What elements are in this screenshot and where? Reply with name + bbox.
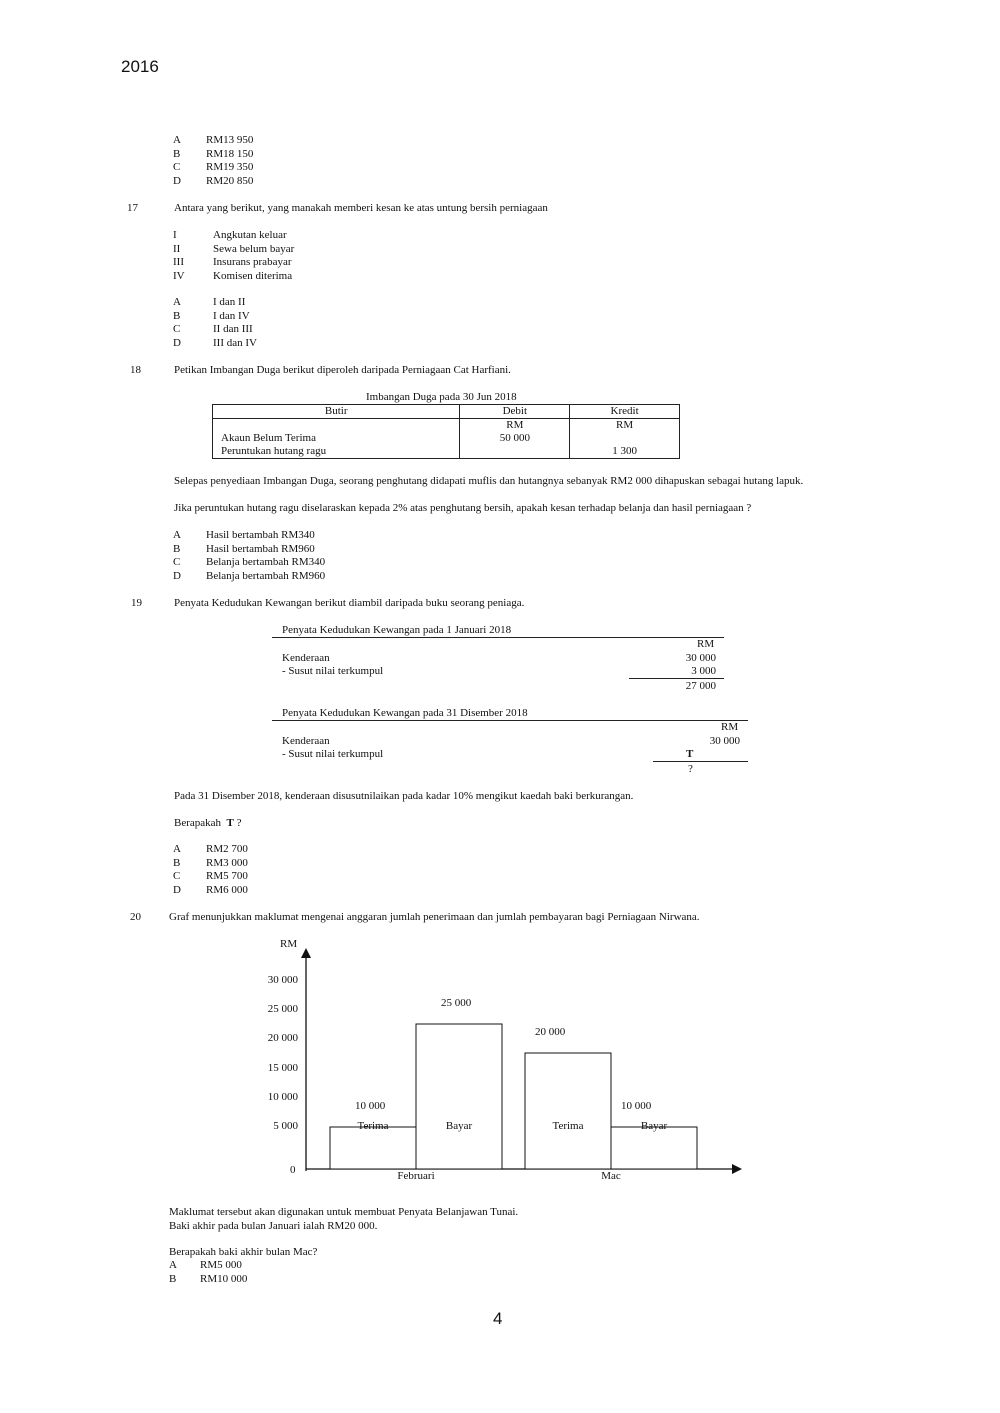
bar-value-label: 10 000 — [355, 1100, 386, 1112]
y-tick-label: 10 000 — [267, 1091, 298, 1103]
bar-februari-terima — [330, 1127, 416, 1169]
bar-mac-terima — [525, 1053, 611, 1169]
stmt1-title: Penyata Kedudukan Kewangan pada 1 Januari 2018 — [282, 624, 512, 636]
q17-option-c[interactable]: C II dan III — [173, 323, 253, 335]
stmt1-unit: RM — [697, 638, 715, 650]
q18-paragraph-1: Selepas penyediaan Imbangan Duga, seorang penghutang didapati muflis dan hutangnya sebanyak RM2 000 dihapuskan sebagai hutang lapuk. — [174, 475, 804, 487]
q18-option-b[interactable]: B Hasil bertambah RM960 — [173, 542, 315, 555]
q17-text: Antara yang berikut, yang manakah memberi kesan ke atas untung bersih perniagaan — [174, 202, 548, 214]
stmt2-unit: RM — [721, 721, 739, 733]
x-category-label: Februari — [397, 1170, 435, 1182]
q18-paragraph-2: Jika peruntukan hutang ragu diselaraskan kepada 2% atas penghutang bersih, apakah kesan terhadap belanja dan hasil perniagaan ? — [174, 502, 752, 514]
stmt2-total: ? — [688, 763, 693, 775]
q20-text: Graf menunjukkan maklumat mengenai anggaran jumlah penerimaan dan jumlah pembayaran bagi Perniagaan Nirwana. — [169, 911, 700, 923]
y-tick-label: 20 000 — [267, 1032, 298, 1044]
bar-value-label: 20 000 — [535, 1026, 566, 1038]
header-kredit: Kredit — [570, 405, 680, 419]
q20-options — [169, 1259, 247, 1286]
y-tick-label: 15 000 — [267, 1062, 298, 1074]
header-butir: Butir — [213, 405, 460, 419]
q16-option-d[interactable]: D RM20 850 — [173, 174, 254, 187]
q17-number: 17 — [127, 202, 138, 214]
q17-option-a[interactable]: A I dan II — [173, 296, 246, 308]
q18-number: 18 — [130, 364, 141, 376]
q17-statement-3: III Insurans prabayar — [173, 256, 292, 268]
q20-number: 20 — [130, 911, 141, 923]
bar-februari-bayar — [416, 1024, 502, 1169]
q19-number: 19 — [131, 597, 142, 609]
stmt1-value-kenderaan: 30 000 — [685, 652, 716, 664]
bar-series-label: Terima — [552, 1120, 584, 1132]
q18-table-title: Imbangan Duga pada 30 Jun 2018 — [366, 391, 517, 403]
q18-option-c[interactable]: C Belanja bertambah RM340 — [173, 556, 326, 568]
q17-option-d[interactable]: D III dan IV — [173, 336, 257, 349]
y-tick-label: 25 000 — [267, 1003, 298, 1015]
q19-question-suffix: ? — [236, 817, 242, 829]
y-tick-label: 0 — [290, 1164, 296, 1176]
bar-series-label: Terima — [357, 1120, 389, 1132]
q17-statement-1: I Angkutan keluar — [173, 229, 287, 241]
bar-value-label: 25 000 — [441, 997, 472, 1009]
y-axis-label: RM — [280, 938, 298, 950]
stmt1-value-susut: 3 000 — [691, 665, 716, 677]
table-cell: 50 000 — [460, 432, 570, 445]
header-debit: Debit — [460, 405, 570, 419]
q19-option-d[interactable]: D RM6 000 — [173, 883, 248, 896]
page-number: 4 — [493, 1309, 503, 1328]
q16-option-c[interactable]: C RM19 350 — [173, 161, 254, 173]
q17-statement-2: II Sewa belum bayar — [173, 242, 295, 255]
q16-option-a[interactable]: A RM13 950 — [173, 134, 254, 146]
q19-paragraph-1: Pada 31 Disember 2018, kenderaan disusutnilaikan pada kadar 10% mengikut kaedah baki berkurangan. — [174, 790, 634, 802]
table-cell: Peruntukan hutang ragu — [213, 445, 460, 459]
x-category-label: Mac — [601, 1170, 621, 1182]
q18-option-d[interactable]: D Belanja bertambah RM960 — [173, 569, 326, 582]
table-cell: Akaun Belum Terima — [213, 432, 460, 445]
q20-question: Berapakah baki akhir bulan Mac? — [169, 1246, 318, 1258]
stmt2-value-t: T — [686, 748, 694, 760]
q19-question-t: T — [226, 817, 234, 829]
y-tick-label: 30 000 — [267, 974, 298, 986]
q17-option-b[interactable]: B I dan IV — [173, 309, 250, 322]
q16-option-b[interactable]: B RM18 150 — [173, 147, 254, 160]
stmt1-total: 27 000 — [685, 680, 716, 692]
bar-series-label: Bayar — [640, 1120, 668, 1132]
y-tick-label: 5 000 — [273, 1120, 298, 1132]
q19-option-a[interactable]: A RM2 700 — [173, 843, 248, 855]
q19-option-b[interactable]: B RM3 000 — [173, 856, 248, 869]
bar-value-label: 10 000 — [621, 1100, 652, 1112]
q20-paragraph-2: Baki akhir pada bulan Januari ialah RM20 000. — [169, 1220, 378, 1232]
bar-series-label: Bayar — [445, 1120, 473, 1132]
q19-option-c[interactable]: C RM5 700 — [173, 870, 248, 882]
unit-debit: RM — [460, 419, 570, 433]
q20-option-b[interactable]: B RM10 000 — [169, 1272, 248, 1285]
unit-kredit: RM — [570, 419, 680, 433]
page-year: 2016 — [121, 57, 159, 76]
stmt2-item-susut: - Susut nilai terkumpul — [282, 748, 384, 760]
stmt2-value-kenderaan: 30 000 — [709, 735, 740, 747]
q20-paragraph-1: Maklumat tersebut akan digunakan untuk membuat Penyata Belanjawan Tunai. — [169, 1206, 519, 1218]
stmt2-item-kenderaan: Kenderaan — [282, 735, 330, 747]
q17-statement-4: IV Komisen diterima — [173, 269, 293, 282]
q20-option-a[interactable]: A RM5 000 — [169, 1259, 242, 1271]
q19-question-prefix: Berapakah — [174, 817, 222, 829]
stmt2-title: Penyata Kedudukan Kewangan pada 31 Disember 2018 — [282, 707, 528, 719]
q18-option-a[interactable]: A Hasil bertambah RM340 — [173, 529, 315, 541]
q18-text: Petikan Imbangan Duga berikut diperoleh daripada Perniagaan Cat Harfiani. — [174, 364, 511, 376]
bar-mac-bayar — [611, 1127, 697, 1169]
stmt1-item-susut: - Susut nilai terkumpul — [282, 665, 384, 677]
stmt1-item-kenderaan: Kenderaan — [282, 652, 330, 664]
table-cell: 1 300 — [570, 445, 680, 459]
q19-text: Penyata Kedudukan Kewangan berikut diambil daripada buku seorang peniaga. — [174, 597, 525, 609]
